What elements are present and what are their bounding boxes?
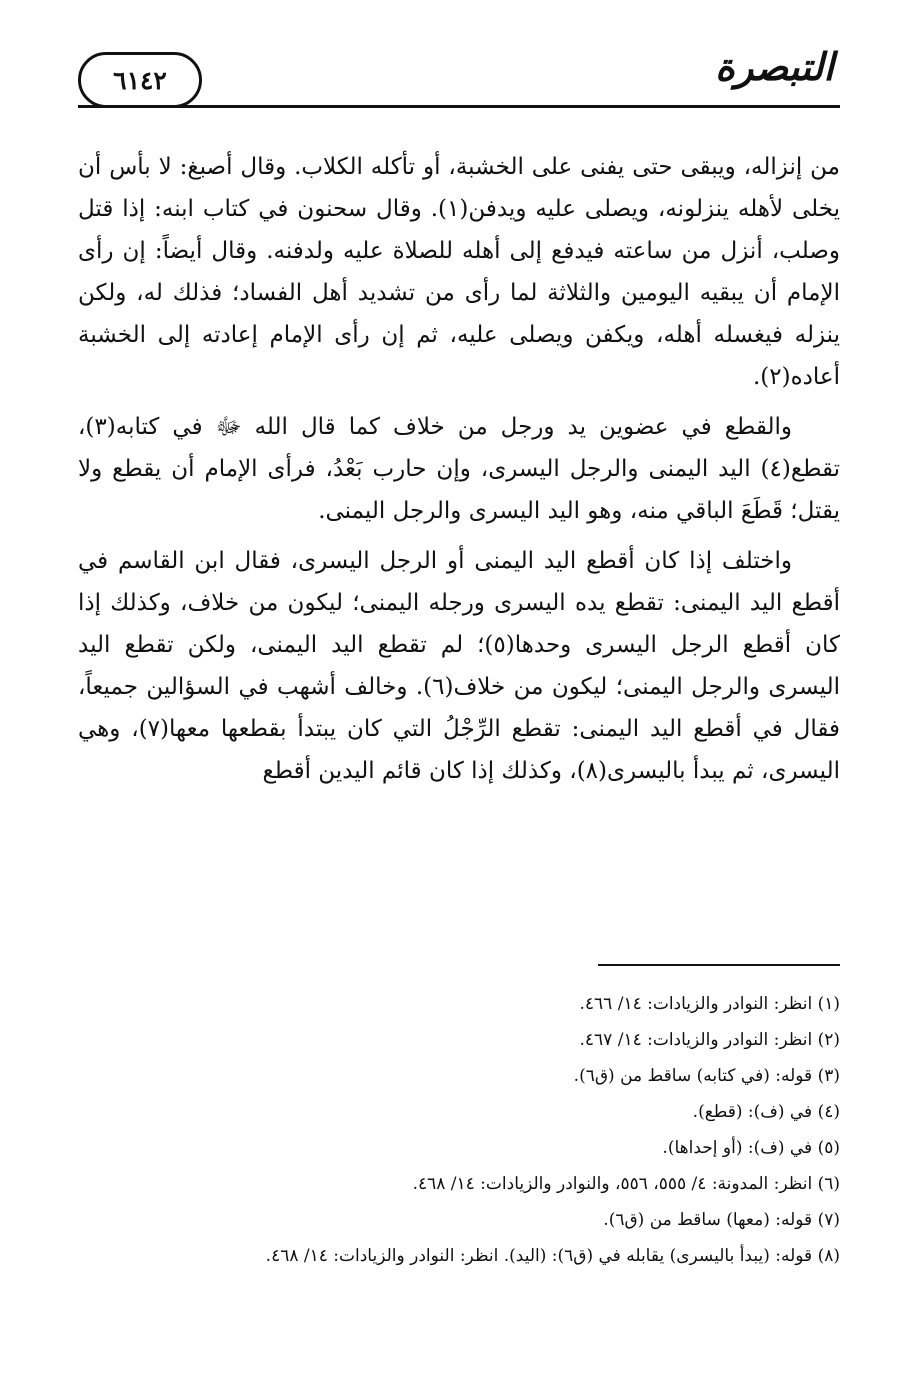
paragraph-2: والقطع في عضوين يد ورجل من خلاف كما قال الله ﷻ في كتابه(٣)، تقطع(٤) اليد اليمنى والرجل اليسرى، وإن حارب بَعْدُ، فرأى الإمام أن يقطع ولا يقتل؛ قَطَعَ الباقي منه، وهو اليد اليسرى والرجل اليمنى.	[78, 414, 840, 524]
header-rule	[78, 105, 840, 108]
main-text	[78, 146, 840, 800]
page-header	[78, 46, 840, 116]
footnote-separator	[598, 964, 840, 966]
footnote-2: (٢) انظر: النوادر والزيادات: ١٤/ ٤٦٧.	[579, 1030, 840, 1050]
footnote-5: (٥) في (ف): (أو إحداها).	[662, 1138, 840, 1158]
footnotes	[78, 986, 840, 1274]
book-title: التبصرة	[711, 44, 838, 89]
footnote-6: (٦) انظر: المدونة: ٤/ ٥٥٥، ٥٥٦، والنوادر والزيادات: ١٤/ ٤٦٨.	[412, 1174, 840, 1194]
footnote-4: (٤) في (ف): (قطع).	[692, 1102, 840, 1122]
footnote-8: (٨) قوله: (يبدأ باليسرى) يقابله في (ق٦): (اليد). انظر: النوادر والزيادات: ١٤/ ٤٦٨.	[265, 1246, 840, 1266]
paragraph-1: من إنزاله، ويبقى حتى يفنى على الخشبة، أو تأكله الكلاب. وقال أصبغ: لا بأس أن يخلى لأهله ينزلونه، ويصلى عليه ويدفن(١). وقال سحنون في كتاب ابنه: إذا قتل وصلب، أنزل من ساعته فيدفع إلى أهله للصلاة عليه ولدفنه. وقال أيضاً: إن رأى الإمام أن يبقيه اليومين والثلاثة لما رأى من تشديد أهل الفساد؛ فذلك له، ولكن ينزله فيغسله أهله، ويكفن ويصلى عليه، ثم إن رأى الإمام إعادته إلى الخشبة أعاده(٢).	[78, 154, 840, 390]
footnote-1: (١) انظر: النوادر والزيادات: ١٤/ ٤٦٦.	[579, 994, 840, 1014]
footnote-7: (٧) قوله: (معها) ساقط من (ق٦).	[603, 1210, 840, 1230]
page-number-badge	[78, 52, 202, 108]
footnote-3: (٣) قوله: (في كتابه) ساقط من (ق٦).	[573, 1066, 840, 1086]
paragraph-3: واختلف إذا كان أقطع اليد اليمنى أو الرجل اليسرى، فقال ابن القاسم في أقطع اليد اليمنى: تقطع يده اليسرى ورجله اليمنى؛ ليكون من خلاف، وكذلك إذا كان أقطع الرجل اليسرى وحدها(٥)؛ لم تقطع اليد اليمنى، ولكن تقطع اليد اليسرى والرجل اليمنى؛ ليكون من خلاف(٦). وخالف أشهب في السؤالين جميعاً، فقال في أقطع اليد اليمنى: تقطع الرِّجْلُ التي كان يبتدأ بقطعها معها(٧)، وهي اليسرى، ثم يبدأ باليسرى(٨)، وكذلك إذا كان قائم اليدين أقطع	[78, 548, 840, 784]
page-number: ٦١٤٢	[113, 65, 167, 95]
